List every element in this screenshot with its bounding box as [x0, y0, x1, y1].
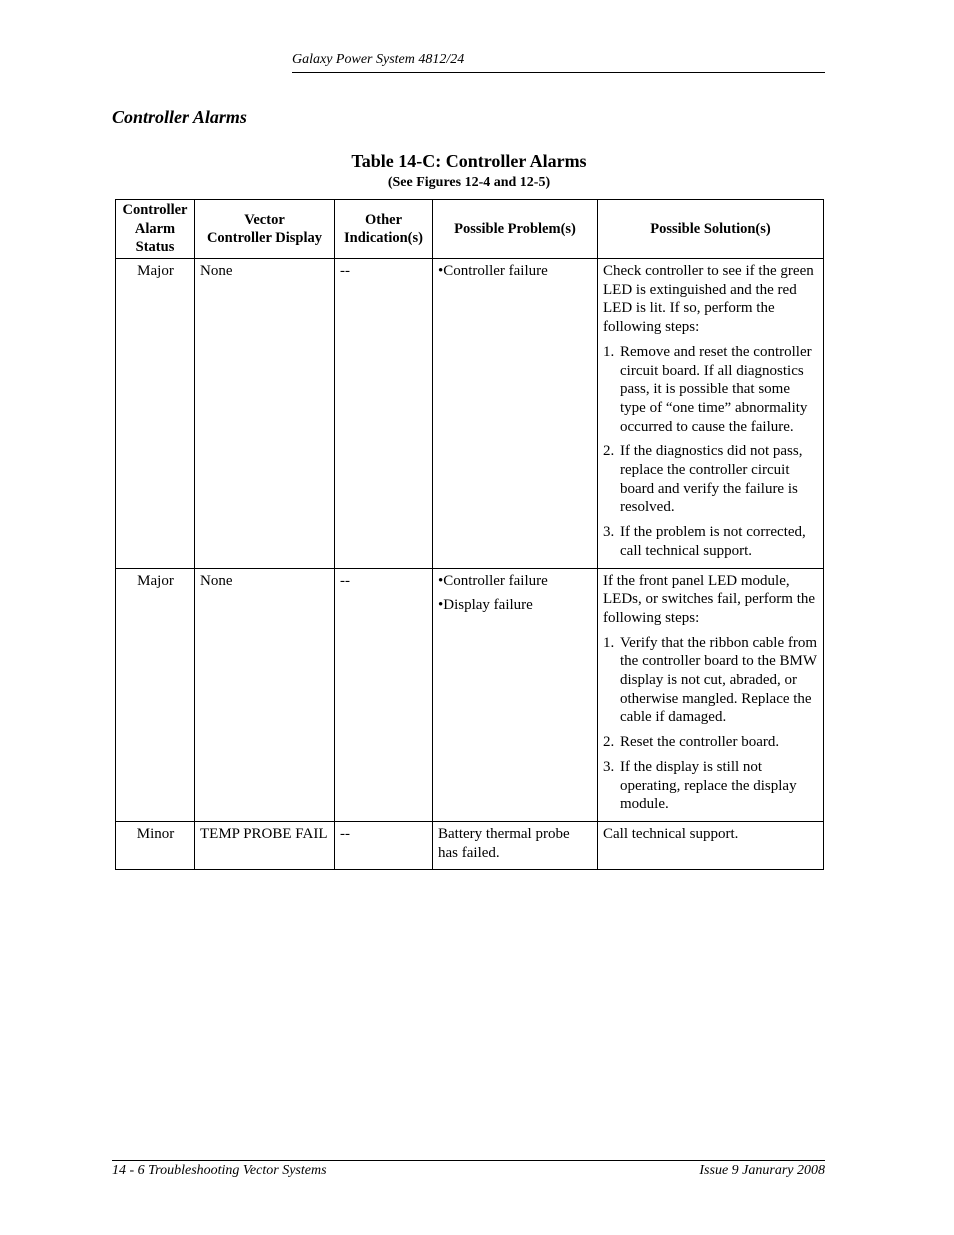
solution-steps — [603, 634, 819, 814]
possible-problem-cell — [433, 568, 598, 821]
table-header-row — [116, 200, 824, 259]
column-header-controller-display: Vector Controller Display — [195, 200, 335, 259]
problem-item: •Display failure — [438, 597, 533, 614]
solution-step: 1. Verify that the ribbon cable from the controller board to the BMW display is not cut, abraded, or otherwise mangled. Replace the cable if damaged. — [603, 634, 818, 726]
column-header-possible-problems: Possible Problem(s) — [433, 200, 598, 259]
column-header-possible-solutions: Possible Solution(s) — [598, 200, 824, 259]
solution-step: 3. If the display is still not operating, replace the display module. — [603, 758, 797, 813]
header-rule — [292, 72, 825, 73]
footer-page-label: 14 - 6 Troubleshooting Vector Systems — [112, 1163, 327, 1178]
table-caption: Table 14-C: Controller Alarms — [351, 151, 587, 171]
problem-item: Battery thermal probe has failed. — [438, 825, 570, 861]
other-indication-cell: -- — [335, 821, 433, 869]
other-indication-cell: -- — [335, 259, 433, 569]
controller-alarms-table — [115, 199, 824, 870]
problem-item: •Controller failure — [438, 263, 548, 279]
solution-step: 3. If the problem is not corrected, call technical support. — [603, 524, 806, 559]
solution-intro: Call technical support. — [603, 825, 739, 842]
possible-problem-cell — [433, 259, 598, 569]
controller-display-cell: TEMP PROBE FAIL — [195, 821, 335, 869]
problem-item: •Controller failure — [438, 572, 548, 589]
solution-step: 2. If the diagnostics did not pass, replace the controller circuit board and verify the failure is resolved. — [603, 443, 803, 516]
solution-intro: If the front panel LED module, LEDs, or switches fail, perform the following steps: — [603, 572, 816, 626]
controller-display-cell: None — [195, 259, 335, 569]
table-row — [116, 821, 824, 869]
solution-step: 1. Remove and reset the controller circuit board. If all diagnostics pass, it is possible that some type of “one time” abnormality occurred to cause the failure. — [603, 343, 812, 435]
possible-solution-cell — [598, 259, 824, 569]
possible-problem-cell — [433, 821, 598, 869]
alarm-status-cell: Major — [116, 259, 195, 569]
table-row — [116, 568, 824, 821]
solution-steps — [603, 343, 819, 561]
table-row — [116, 259, 824, 569]
controller-display-cell: None — [195, 568, 335, 821]
possible-solution-cell — [598, 568, 824, 821]
possible-solution-cell — [598, 821, 824, 869]
footer-rule — [112, 1160, 825, 1161]
column-header-alarm-status: Controller Alarm Status — [116, 200, 195, 259]
solution-intro: Check controller to see if the green LED is extinguished and the red LED is lit. If so, perform the following steps: — [603, 263, 814, 336]
section-title: Controller Alarms — [112, 107, 247, 127]
table-subcaption: (See Figures 12-4 and 12-5) — [387, 175, 551, 190]
footer-issue-date: Issue 9 Janurary 2008 — [699, 1163, 825, 1178]
other-indication-cell: -- — [335, 568, 433, 821]
column-header-other-indications: Other Indication(s) — [335, 200, 433, 259]
running-header: Galaxy Power System 4812/24 — [292, 52, 465, 67]
alarm-status-cell: Minor — [116, 821, 195, 869]
alarm-status-cell: Major — [116, 568, 195, 821]
solution-step: 2. Reset the controller board. — [603, 734, 780, 751]
